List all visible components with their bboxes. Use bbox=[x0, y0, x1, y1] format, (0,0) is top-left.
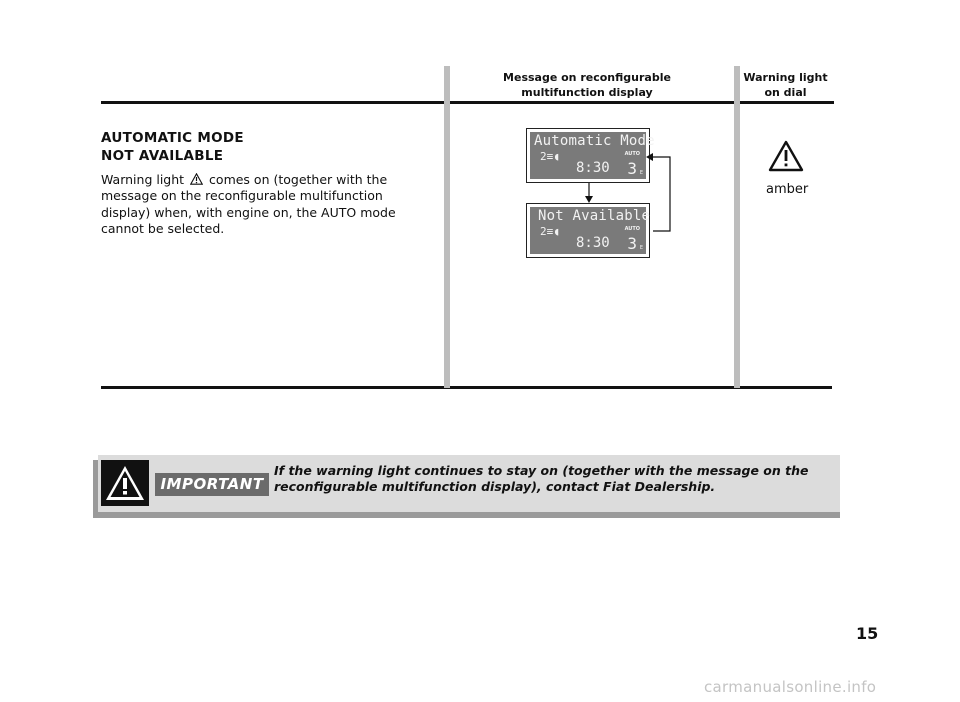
display-gear bbox=[540, 150, 560, 163]
loop-arrow-head bbox=[646, 153, 653, 161]
display-message: Not Available bbox=[538, 208, 651, 224]
display-number: 3 bbox=[627, 234, 637, 253]
section-title-line2: NOT AVAILABLE bbox=[101, 148, 224, 164]
header-message-column: Message on reconfigurable multifunction display bbox=[503, 71, 671, 99]
warning-triangle-icon bbox=[101, 460, 149, 506]
page-number: 15 bbox=[856, 624, 879, 643]
section-title-line1: AUTOMATIC MODE bbox=[101, 130, 244, 146]
top-rule bbox=[101, 101, 834, 104]
loop-arrow-line bbox=[653, 157, 670, 231]
body-text-pre: Warning light bbox=[101, 172, 185, 187]
down-arrow-head bbox=[585, 196, 593, 203]
warning-color-label: amber bbox=[766, 182, 809, 197]
display-number: 3 bbox=[627, 159, 637, 178]
flow-arrows bbox=[580, 150, 680, 240]
display-time: 8:30 bbox=[576, 160, 610, 176]
header-warning-column: Warning light on dial bbox=[743, 71, 828, 99]
important-warning-icon-box bbox=[101, 460, 149, 506]
warning-triangle-icon bbox=[768, 140, 804, 172]
headlight-icon: ≡◖ bbox=[546, 150, 560, 163]
column-divider-right bbox=[734, 66, 740, 388]
gear-number: 2 bbox=[540, 150, 547, 163]
important-label: IMPORTANT bbox=[155, 473, 269, 496]
warning-triangle-icon bbox=[190, 173, 203, 185]
important-text: If the warning light continues to stay on (together with the message on the reconfigurable multifunction display), contact Fiat Dealership. bbox=[274, 463, 809, 494]
display-auto-indicator: AUTO bbox=[624, 226, 640, 232]
display-message: Automatic Mode bbox=[534, 133, 655, 149]
display-unit: E bbox=[639, 245, 643, 251]
display-time: 8:30 bbox=[576, 235, 610, 251]
display-gear bbox=[540, 225, 560, 238]
bottom-rule bbox=[101, 386, 832, 389]
headlight-icon: ≡◖ bbox=[546, 225, 560, 238]
body-text-post: comes on (together with the message on the reconfigurable multifunction display) when, with engine on, the AUTO mode cannot be selected. bbox=[101, 172, 396, 236]
display-auto-indicator: AUTO bbox=[624, 151, 640, 157]
gear-number: 2 bbox=[540, 225, 547, 238]
section-body bbox=[101, 172, 431, 237]
column-divider-left bbox=[444, 66, 450, 388]
watermark: carmanualsonline.info bbox=[704, 678, 877, 696]
section-title bbox=[101, 129, 244, 165]
display-unit: E bbox=[639, 170, 643, 176]
